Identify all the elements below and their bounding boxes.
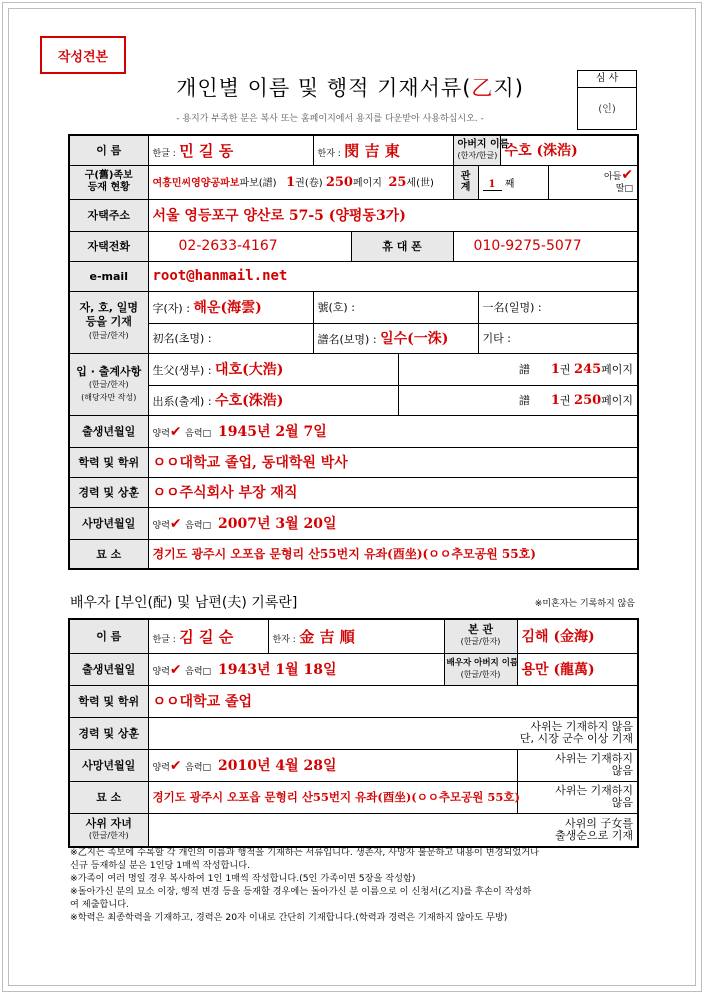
phone-header: 자택전화 bbox=[69, 231, 148, 261]
pa-value[interactable]: 여흥민씨영양공파보 bbox=[152, 178, 240, 189]
ja-label: 字(자) : bbox=[152, 302, 190, 315]
spouse-name-hanja-value[interactable]: 金 吉 順 bbox=[299, 627, 355, 646]
spouse-name-hangul-value[interactable]: 김 길 순 bbox=[179, 627, 234, 646]
ho-cell bbox=[313, 291, 478, 323]
spouse-father-header bbox=[444, 653, 517, 685]
footnote-line: ※가족이 여러 명일 경우 복사하여 1인 1매씩 작성합니다.(5인 가족이면 5장을 작성함) bbox=[70, 873, 416, 884]
spouse-career-note-1: 사위는 기재하지 않음 bbox=[530, 720, 634, 733]
spouse-hangul-label: 한글 : bbox=[152, 634, 176, 645]
jokbo-cell bbox=[148, 165, 453, 199]
alias-label-3: (한글/한자) bbox=[88, 331, 129, 340]
career-cell bbox=[148, 477, 638, 507]
bongwan-cell bbox=[517, 619, 638, 653]
email-value[interactable]: root@hanmail.net bbox=[152, 268, 288, 284]
solar-label: 양력 bbox=[152, 429, 170, 439]
children-label-2: (한글/한자) bbox=[88, 830, 129, 840]
gwon-value[interactable]: 1 bbox=[286, 175, 296, 190]
hangul-label: 한글 : bbox=[152, 148, 176, 159]
footnotes bbox=[70, 846, 640, 924]
review-seal: (인) bbox=[598, 104, 616, 115]
death-cell bbox=[148, 507, 638, 539]
adopt-label-2: (한글/한자) bbox=[88, 379, 129, 389]
spouse-solar-checkbox[interactable]: ✔ bbox=[169, 662, 182, 678]
children-note-2: 출생순으로 기재 bbox=[555, 828, 634, 842]
saengbu-value[interactable]: 대호(大浩) bbox=[215, 362, 284, 378]
father-name-cell bbox=[500, 135, 638, 165]
grave-value[interactable]: 경기도 광주시 오포읍 문형리 산55번지 유좌(酉坐)(ㅇㅇ추모공원 55호) bbox=[152, 547, 536, 562]
death-header: 사망년월일 bbox=[69, 507, 148, 539]
mobile-cell bbox=[453, 231, 638, 261]
lunar-label: 음력 bbox=[185, 429, 203, 439]
education-cell bbox=[148, 447, 638, 477]
spouse-death-solar-label: 양력 bbox=[152, 763, 170, 773]
spouse-hanja-label: 한자 : bbox=[272, 634, 296, 645]
footnote-line: ※乙지는 족보에 수록할 각 개인의 이름과 행적을 기재하는 서류입니다. 생존자, 사망자 불문하고 내용이 변경되었거나 bbox=[70, 847, 539, 858]
footnote-line: 여 제출합니다. bbox=[70, 899, 130, 910]
name-hanja-cell bbox=[313, 135, 453, 165]
gita-label: 기타 : bbox=[482, 332, 511, 345]
children-label-1: 사위 자녀 bbox=[85, 816, 132, 830]
ja-value[interactable]: 해운(海雲) bbox=[193, 300, 262, 316]
review-header: 심 사 bbox=[578, 71, 636, 88]
chulgye-page-value[interactable]: 250 bbox=[574, 393, 602, 408]
education-value[interactable]: ㅇㅇ대학교 졸업, 동대학원 박사 bbox=[152, 455, 348, 471]
chulgye-value[interactable]: 수호(洙浩) bbox=[215, 393, 284, 409]
spouse-death-note-cell bbox=[517, 749, 638, 781]
spouse-birth-header: 출생년월일 bbox=[69, 653, 148, 685]
death-lunar-checkbox[interactable]: □ bbox=[202, 521, 212, 531]
jokbo-label-2: 등재 현황 bbox=[87, 182, 130, 193]
footnote-line: ※돌아가신 분의 묘소 이장, 행적 변경 등을 등재할 경우에는 돌아가신 분 이름으로 이 신청서(乙지)를 후손이 작성하 bbox=[70, 886, 532, 897]
chulgye-bo-cell bbox=[398, 385, 638, 415]
death-solar-checkbox[interactable]: ✔ bbox=[169, 516, 182, 532]
chulgye-cell bbox=[148, 385, 398, 415]
death-value[interactable]: 2007년 3월 20일 bbox=[218, 516, 337, 532]
mobile-value[interactable]: 010-9275-5077 bbox=[473, 238, 582, 254]
gwon-suffix: 권(卷) bbox=[295, 178, 323, 189]
son-checkbox[interactable]: ✔ bbox=[621, 167, 634, 183]
relation-label-2: 계 bbox=[460, 182, 471, 193]
saengbu-page-value[interactable]: 245 bbox=[574, 362, 602, 377]
chomyeong-cell bbox=[148, 323, 313, 353]
ho-label: 號(호) : bbox=[317, 301, 355, 314]
saengbu-bo-cell bbox=[398, 353, 638, 385]
spouse-education-cell bbox=[148, 685, 638, 717]
spouse-solar-label: 양력 bbox=[152, 667, 170, 677]
bomyeong-value[interactable]: 일수(一洙) bbox=[380, 331, 449, 347]
career-header: 경력 및 상훈 bbox=[69, 477, 148, 507]
chulgye-gwon-label: 권 bbox=[559, 394, 571, 407]
bomyeong-cell bbox=[313, 323, 478, 353]
children-header bbox=[69, 813, 148, 847]
saengbu-cell bbox=[148, 353, 398, 385]
page-suffix: 페이지 bbox=[352, 178, 382, 189]
personal-record-table bbox=[68, 134, 639, 570]
chulgye-label: 出系(출계) : bbox=[152, 395, 212, 408]
relation-header bbox=[453, 165, 478, 199]
page-title bbox=[140, 72, 560, 102]
father-name-sub: (한자/한글) bbox=[457, 151, 498, 161]
spouse-father-value[interactable]: 용만 (龍萬) bbox=[521, 662, 595, 678]
bongwan-sub: (한글/한자) bbox=[460, 637, 501, 647]
spouse-career-note-2: 단, 시장 군수 이상 기재 bbox=[519, 732, 634, 745]
name-hangul-cell bbox=[148, 135, 313, 165]
spouse-grave-header: 묘 소 bbox=[69, 781, 148, 813]
jokbo-header bbox=[69, 165, 148, 199]
career-value[interactable]: ㅇㅇ주식회사 부장 재직 bbox=[152, 485, 298, 501]
spouse-section-title: 배우자 [부인(配) 및 남편(夫) 기록란] bbox=[70, 595, 298, 611]
spouse-name-hangul-cell bbox=[148, 619, 268, 653]
saengbu-bo-label: 譜 bbox=[518, 363, 530, 376]
spouse-grave-note-1: 사위는 기재하지 bbox=[555, 784, 634, 797]
alias-label-2: 등을 기재 bbox=[85, 315, 132, 328]
adopt-label-1: 입 · 출계사항 bbox=[76, 364, 142, 378]
daughter-label: 딸 bbox=[615, 184, 625, 194]
bomyeong-label: 譜名(보명) : bbox=[317, 333, 377, 346]
chomyeong-label: 初名(초명) : bbox=[152, 332, 212, 345]
se-value[interactable]: 25 bbox=[388, 175, 407, 190]
se-suffix: 세(世) bbox=[406, 178, 434, 189]
spouse-father-sub: (한글/한자) bbox=[460, 670, 501, 679]
spouse-death-cell bbox=[148, 749, 517, 781]
gita-cell bbox=[478, 323, 638, 353]
ilmyeong-cell bbox=[478, 291, 638, 323]
spouse-career-cell bbox=[148, 717, 638, 749]
bongwan-header bbox=[444, 619, 517, 653]
death-lunar-label: 음력 bbox=[185, 521, 203, 531]
birth-value[interactable]: 1945년 2월 7일 bbox=[218, 424, 327, 440]
children-note-1: 사위의 子女를 bbox=[565, 816, 634, 830]
relation-order-cell bbox=[478, 165, 548, 199]
spouse-grave-note-2: 않음 bbox=[611, 796, 634, 809]
spouse-father-label: 배우자 아버지 이름 bbox=[446, 658, 519, 668]
pa-suffix: 파보(譜) bbox=[239, 178, 277, 189]
birth-header: 출생년월일 bbox=[69, 415, 148, 447]
son-label: 아들 bbox=[603, 172, 622, 182]
jae-label: 째 bbox=[504, 178, 515, 190]
father-name-value[interactable]: 수호 (洙浩) bbox=[504, 143, 578, 160]
lunar-checkbox[interactable]: □ bbox=[202, 429, 212, 439]
grave-header: 묘 소 bbox=[69, 539, 148, 569]
hanja-label: 한자 : bbox=[317, 148, 341, 159]
saengbu-page-label: 페이지 bbox=[601, 363, 634, 376]
name-hanja-value[interactable]: 閔 吉 東 bbox=[344, 141, 400, 160]
sample-stamp: 작성견본 bbox=[40, 36, 126, 74]
death-solar-label: 양력 bbox=[152, 521, 170, 531]
spouse-grave-value[interactable]: 경기도 광주시 오포읍 문형리 산55번지 유좌(酉坐)(ㅇㅇ추모공원 55호) bbox=[152, 790, 520, 804]
phone-value[interactable]: 02-2633-4167 bbox=[178, 238, 278, 254]
footnote-line: ※학력은 최종학력을 기재하고, 경력은 20자 이내로 간단히 기재합니다.(학력과 경력은 기재하지 않아도 무방) bbox=[70, 912, 508, 923]
spouse-education-header: 학력 및 학위 bbox=[69, 685, 148, 717]
ilmyeong-label: 一名(일명) : bbox=[482, 301, 542, 314]
footnote-line: 신규 등재하실 분은 1인당 1매씩 작성합니다. bbox=[70, 860, 251, 871]
saengbu-gwon-value[interactable]: 1 bbox=[550, 362, 560, 377]
spouse-lunar-label: 음력 bbox=[185, 667, 203, 677]
spouse-record-table bbox=[68, 618, 639, 848]
title-suffix: 지) bbox=[493, 76, 524, 100]
spouse-death-lunar-checkbox[interactable]: □ bbox=[202, 763, 212, 773]
spouse-father-cell bbox=[517, 653, 638, 685]
title-prefix: 개인별 이름 및 행적 기재서류( bbox=[176, 76, 472, 100]
name-hangul-value[interactable]: 민 길 동 bbox=[179, 141, 234, 160]
email-cell bbox=[148, 261, 638, 291]
father-name-header bbox=[453, 135, 510, 165]
ja-cell bbox=[148, 291, 313, 323]
spouse-death-note-1: 사위는 기재하지 bbox=[555, 752, 634, 765]
alias-label-1: 자, 호, 일명 bbox=[79, 301, 139, 314]
spouse-lunar-checkbox[interactable]: □ bbox=[202, 667, 212, 677]
spouse-name-header: 이 름 bbox=[69, 619, 148, 653]
father-name-label: 아버지 이름 bbox=[457, 139, 510, 151]
daughter-checkbox[interactable]: □ bbox=[624, 184, 634, 194]
spouse-death-lunar-label: 음력 bbox=[185, 763, 203, 773]
adopt-label-3: (해당자만 작성) bbox=[81, 392, 137, 402]
relation-label-1: 관 bbox=[460, 171, 471, 182]
bongwan-label: 본 관 bbox=[467, 623, 494, 637]
spouse-death-note-2: 않음 bbox=[611, 764, 634, 777]
alias-header bbox=[69, 291, 148, 353]
chulgye-page-label: 페이지 bbox=[601, 394, 634, 407]
email-header: e-mail bbox=[69, 261, 148, 291]
name-header: 이 름 bbox=[69, 135, 148, 165]
grave-cell bbox=[148, 539, 638, 569]
title-char: 乙 bbox=[471, 76, 494, 100]
adopt-header bbox=[69, 353, 148, 415]
birth-cell bbox=[148, 415, 638, 447]
address-header: 자택주소 bbox=[69, 199, 148, 231]
page-subtitle: - 용지가 부족한 분은 복사 또는 홈페이지에서 용지를 다운받아 사용하십시오. - bbox=[176, 114, 484, 124]
chulgye-bo-label: 譜 bbox=[518, 394, 530, 407]
order-value[interactable]: 1 bbox=[483, 179, 502, 191]
gender-cell bbox=[548, 165, 638, 199]
spouse-grave-note-cell bbox=[517, 781, 638, 813]
children-cell bbox=[148, 813, 638, 847]
chulgye-gwon-value[interactable]: 1 bbox=[550, 393, 560, 408]
spouse-name-hanja-cell bbox=[268, 619, 444, 653]
spouse-section-note: ※미혼자는 기록하지 않음 bbox=[534, 599, 635, 609]
saengbu-gwon-label: 권 bbox=[559, 363, 571, 376]
phone-cell bbox=[148, 231, 351, 261]
spouse-grave-cell bbox=[148, 781, 520, 813]
spouse-career-header: 경력 및 상훈 bbox=[69, 717, 148, 749]
review-box bbox=[577, 70, 637, 130]
spouse-birth-value[interactable]: 1943년 1월 18일 bbox=[218, 662, 337, 678]
address-value[interactable]: 서울 영등포구 양산로 57-5 (양평동3가) bbox=[152, 208, 406, 224]
solar-checkbox[interactable]: ✔ bbox=[169, 424, 182, 440]
page-value[interactable]: 250 bbox=[325, 175, 353, 190]
jokbo-label-1: 구(舊)족보 bbox=[84, 170, 133, 181]
saengbu-label: 生父(생부) : bbox=[152, 364, 212, 377]
address-cell bbox=[148, 199, 638, 231]
bongwan-value[interactable]: 김해 (金海) bbox=[521, 629, 595, 646]
spouse-death-header: 사망년월일 bbox=[69, 749, 148, 781]
spouse-birth-cell bbox=[148, 653, 444, 685]
mobile-header: 휴 대 폰 bbox=[351, 231, 453, 261]
spouse-death-value[interactable]: 2010년 4월 28일 bbox=[218, 758, 337, 774]
spouse-education-value[interactable]: ㅇㅇ대학교 졸업 bbox=[152, 694, 253, 710]
education-header: 학력 및 학위 bbox=[69, 447, 148, 477]
spouse-death-solar-checkbox[interactable]: ✔ bbox=[169, 758, 182, 774]
